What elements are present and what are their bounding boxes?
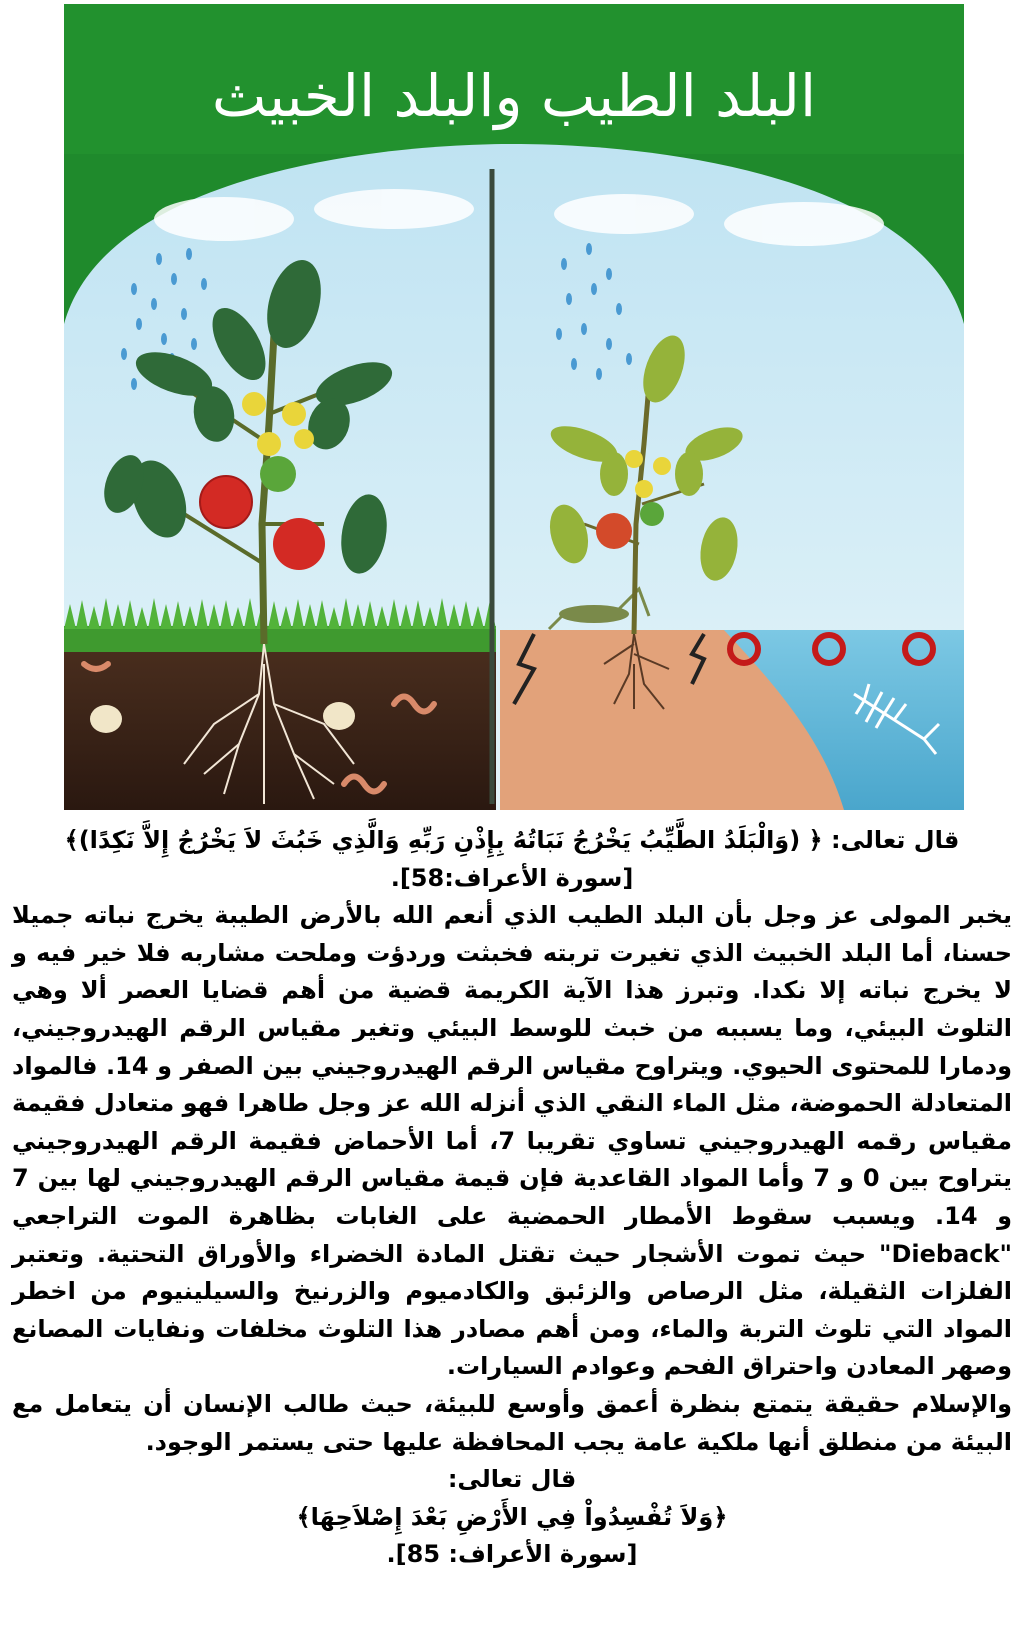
verse-2: ﴿وَلاَ تُفْسِدُواْ فِي الأَرْضِ بَعْدَ إِصْلاَحِهَا﴾ — [296, 1502, 728, 1531]
verse-1-reference: [سورة الأعراف:58]. — [390, 863, 634, 892]
article — [12, 822, 1012, 1574]
verse-1: قال تعالى: ﴿ (وَالْبَلَدُ الطَّيِّبُ يَخْرُجُ نَبَاتُهُ بِإِذْنِ رَبِّهِ وَالَّذِي خَبُثَ لاَ يَخْرُجُ إِلاَّ نَكِدًا)﴾ — [64, 826, 960, 854]
verse-2-reference: [سورة الأعراف: 85]. — [386, 1540, 638, 1569]
verse-2-intro: قال تعالى: — [447, 1465, 577, 1494]
article-paragraph: يخبر المولى عز وجل بأن البلد الطيب الذي أنعم الله بالأرض الطيبة يخرج نباته جميلا حسنا، أما البلد الخبيث الذي تغيرت تربته فخبثت وردؤت وملحت مشاربه فلا خير فيه و لا يخرج نباته إلا نكدا. وتبرز هذا الآية الكريمة قضية من أهم قضايا العصر ألا وهي التلوث البيئي، وما يسببه من خبث للوسط البيئي وتغير مقياس الرقم الهيدروجيني، ودمارا للمحتوى الحيوي. ويتراوح مقياس الرقم الهيدروجيني بين الصفر و 14. فالمواد المتعادلة الحموضة، مثل الماء النقي الذي أنزله الله عز وجل طاهرا فهو متعادل فقيمة مقياس رقمه الهيدروجيني تساوي تقريبا 7، أما الأحماض فقيمة الرقم الهيدروجيني يتراوح بين 0 و 7 وأما المواد القاعدية فإن قيمة مقياس الرقم الهيدروجيني لها بين 7 و 14. ويسبب سقوط الأمطار الحمضية على الغابات بظاهرة الموت التراجعي "Dieback" حيث تموت الأشجار حيث تقتل المادة الخضراء والأوراق التحتية. وتعتبر الفلزات الثقيلة، مثل الرصاص والزئبق والكادميوم والزرنيخ والسيلينيوم من اخطر المواد التي تلوث التربة والماء، ومن أهم مصادر هذا التلوث مخلفات ونفايات المصانع وصهر المعادن واحتراق الفحم وعوادم السيارات. — [12, 901, 1012, 1381]
healthy-soil — [64, 598, 496, 810]
article-paragraph: والإسلام حقيقة يتمتع بنظرة أعمق وأوسع للبيئة، حيث طالب الإنسان أن يتعامل مع البيئة من منطلق أنها ملكية عامة يجب المحافظة عليها حتى يستمر الوجود. — [12, 1389, 1012, 1456]
tomato-red — [273, 518, 325, 570]
page-title: البلد الطيب والبلد الخبيث — [211, 62, 817, 130]
